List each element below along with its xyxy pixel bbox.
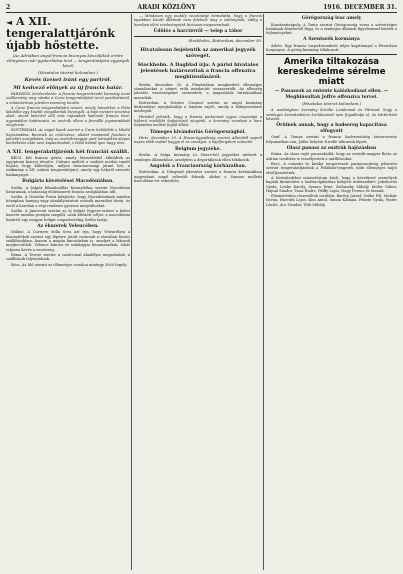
article-paragraph: FARSHÖN, kérdezelezés: A francia tengerelrendű kormány most szélkemény meg vitatta a Curie tengeralattjáró nevű pozitívitásról, a minisztérium jelenlen esemény kezdte. — [6, 92, 130, 105]
section-heading: A XII. tengeralattjárónk két franciát szállít. — [6, 148, 130, 155]
main-headline: ◄ A XII. tengeralattjárónk újabb hőstette. — [6, 15, 116, 52]
article-paragraph: Athén. Egy francia torpedóromboló teljes kapitánnyal a Pireusban horgonyoz. A görög kormány tiltakozott. — [266, 43, 397, 53]
article-paragraph: Rotterdam. A Telegraaf jelentése szerint a francia kórházakban nagyszámú angol sebesült fekszik, akiket a Somme melletti harcokban ért sebesülés. — [134, 170, 262, 183]
article-paragraph: A washingtoni kormány közölte Londonnal és Párissal, hogy a semleges kereskedelem korlátozását nem fogadhatja el, és kártérítést követel. — [266, 108, 397, 122]
article-paragraph: ROTTERDAM. Az angol lapok szerint a Curie beküldött a kikötő hajózandása. Becsnek az orvlövésze, akiket mostantól fosztani a pénztári szolgálatán, még az osztrák-magyar part környékén alapos kiértékelés után nem kapaszkodott, s Pólai hidnál igen nagy rész. — [6, 128, 130, 146]
divider — [134, 36, 262, 37]
section-heading: Bulgária követelései Macedóniában. — [22, 179, 114, 185]
article-paragraph: Szófia. A Narodni Prava kifejtette, hogy Macedóniának minden hónapban hanyag vagy akadályoztatott osztrák maradást kíván, és erről a harcban a régi rendszer gyorsan megváltozhat. — [6, 195, 130, 208]
issue-date: 1916. DECEMBER 31. — [323, 3, 397, 11]
column-1 — [6, 14, 130, 570]
section-heading: Görögország lesz amely — [301, 16, 362, 21]
banner-source: (Hivatalos távirat kolondani.) — [301, 101, 362, 107]
article-paragraph: Konstantinápoly. A Tanin szerint Görögország sorsa a szövetséges hatalmak döntésétől függ, és a semleges államok figyelemmel kísérik a fejleményeket. — [266, 22, 397, 36]
section-heading: Tömeges kivándorlás Görögországból. — [150, 129, 246, 135]
banner-headline: Amerika tiltakozása kereskedelme sérelme miatt — [277, 57, 386, 88]
section-heading: Kevés üzenet iránt egy partról. — [24, 77, 112, 83]
column-2 — [134, 14, 262, 570]
column-3 — [266, 14, 397, 570]
article-paragraph: Genf. A Temps szerint a francia hadvezetőség átszervezése folyamatban van; Joffre helyére Nivelle tábornok lépett. — [266, 135, 397, 144]
paper-name: ARADI KÖZLÖNY — [137, 3, 196, 11]
article-paragraph: Bécs. Az Idő szerint az ellenséges vonalon mintegy 3000 fogoly. — [11, 262, 128, 267]
section-heading: Olasz panasz az osztrák hajózásban — [286, 145, 377, 151]
article-paragraph: — Mindazon egy osztály vezetősége bemutatta, hogy a francia lapokban közölt állítások nem felelnek meg a valóságnak; eddig a harcban elért eredményeink biztosan megmaradnak. — [134, 14, 262, 27]
article-paragraph: Bécs. A császári és királyi tengerészeti parancsnokság jelentése szerint tengeralattjáróink a Földközi-tengeren több ellenséges hajót elsüllyesztettek. — [266, 162, 397, 175]
article-paragraph: Elismerésben részesültek továbbá: Bartha József, Szőke Pál, Molnár István, Horváth Lajos, Kiss Antal, Simon Kálmán, Fekete Gyula, Pintér László, Ács Tivadar, Tóth Mihály. — [266, 194, 397, 207]
article-paragraph: Szófia. A bolgár főhadiszállás bizonyítékai szerint Macedónia határainak, a lakosság előírásszerű francia szolgálatban állt. — [6, 185, 130, 194]
article-paragraph: Szófia. A Janevosti szerint az új bolgár fegyver-szünet a keleti harctér minden pontján megállt, azok kitűzött céljai: a macedóniai határtól egy magyar bolgár csapattestekig Szófia tartja. — [6, 209, 130, 222]
article-paragraph: Milánó. A Corriere della Sera azt írja, hogy Velencében a bizonyítékok szerint egy lépésre jutott nemcsak a városban fontos szállításokban, hanem a magán kincstárban is, amelyet a lakosok megbecsültek. Velence kincsei és műtárgyai fennmaradtak, tehát teljesen kevés a veszteség. — [6, 230, 130, 252]
page-header — [6, 2, 397, 13]
section-heading: Belgium jegyzéke. — [174, 146, 222, 152]
headline-marker: ◄ — [6, 17, 13, 27]
article-paragraph: Berlin, december 30. A Flandriában megkezdett ellenséges támadásokat a német erők mindenütt visszaverték. Az ellenség jelentős veszteségeket szenvedett; a magaslatok birtokunkban maradtak. — [134, 82, 262, 100]
page-number: 2 — [6, 3, 11, 11]
column-rule-1 — [131, 14, 132, 570]
article-paragraph: Berlin. A belga kormány Le Havre-ból jegyzéket intézett a semleges államokhoz, amelyben a deportálások ellen tiltakozik. — [134, 153, 262, 162]
section-heading: Angolok a Franciaország kórházaiban. — [149, 163, 247, 169]
source-note: (Az Adriában angol-francia bizonyos készülékek erőire előnyösen már gyakorlódva levő — tengeralattjáró egységek közé) — [6, 53, 130, 68]
article-paragraph: BÉCS. Két francia gőzös, amely Marseilleból átküldtek az egyiptomi konvoj részére, Cattaro mellett a szokott módon tanult hajóra, hogy kiderüljön, milyen franciaországi jármű lett, a zsákmány a XII. számú tengeralattjáró, amely egy helyről szerzett hadianyagot. — [6, 155, 130, 177]
article-paragraph: Páris, december 29. A Havas-ügynökség szerint Athénből napról napra több család hagyja el az országot, a hajóforgalom szünetel. — [134, 136, 262, 145]
article-paragraph: Párisból jelentik, hogy a francia parlament egyes csoportjai a háború mielőbbi befejezését sürgetik, a kormány azonban a harc folytatása mellett foglal állást. — [134, 114, 262, 128]
divider — [266, 54, 397, 55]
banner-subheadline: — Panaszok az entente kalózkodásai ellen. — Meghiúsultak Joffre offenzíva tervei. — [274, 89, 389, 100]
article-paragraph: Róma. A Tevere szerint a vasútvonal akadályai megszűntek, a szállítások folytatódnak. — [6, 252, 130, 262]
article-paragraph: Rotterdam. A Nieuwe Courant szerint az angol kormány közleménye nyugtalanítja a londoni sajtót, amely a békejavaslatot mérlegeli. — [134, 100, 262, 114]
section-heading: Az ékszerek Velencében. — [37, 223, 99, 229]
column-rule-2 — [263, 14, 264, 570]
section-heading: A Szentszék kormánya — [303, 37, 360, 43]
dateline: Stockholm—Rotterdam, december 30. — [188, 38, 262, 44]
article-paragraph: Róma. Az olasz sajtó panaszkodik, hogy az osztrák-magyar flotta az Adrián továbbra is veszélyezteti a szállításokat. — [266, 152, 397, 161]
section-heading: Mi kedvező előnyek az új francia határ. — [13, 85, 123, 91]
source-label: (Hivatalos távirat kolondani.) — [38, 70, 98, 75]
article-paragraph: A Kereskedelmi minisztérium közli, hogy a következő személyek kaptak kitüntetést a hadiszolgálatban kifejtett érdemeikért: Jakobovits Gyula, Lenke Károly, Szenes Ernő, Zsilinszky Mihály, Keller Gábor, Hajnal Sándor, Tisza Endre, Pálffy Lajos, Nagy Ferenc és társaik. — [266, 175, 397, 193]
section-heading: Üdülés a harctérről — telep a tábor — [153, 28, 243, 34]
bold-bulletin: Stockholm. A Dagblad írja: A párisi hivatalos jelentések határozottak a francia offenzíva meghiúsulásáról. — [137, 61, 259, 80]
bold-bulletin: Hivatalosan bejelentik az amerikai jegyzék szövegét. — [140, 46, 256, 59]
section-heading: Örülnek annak, hogy a hadsereg kapacitása elfogyott — [276, 123, 387, 134]
article-paragraph: A Curie francia tengeralattjáró ismert, amely húsvétkor a Pólai kikötőbe egy kisebb vizsgálatnak bizonyult. A hajó mesteri vezetése alatt, amint bekérlel elől más rajtaadott hadonok francia tiszt, ugyanakkor határozata, az osztrák elleni a fennálló jogmaradását megőrizte. — [6, 105, 130, 128]
